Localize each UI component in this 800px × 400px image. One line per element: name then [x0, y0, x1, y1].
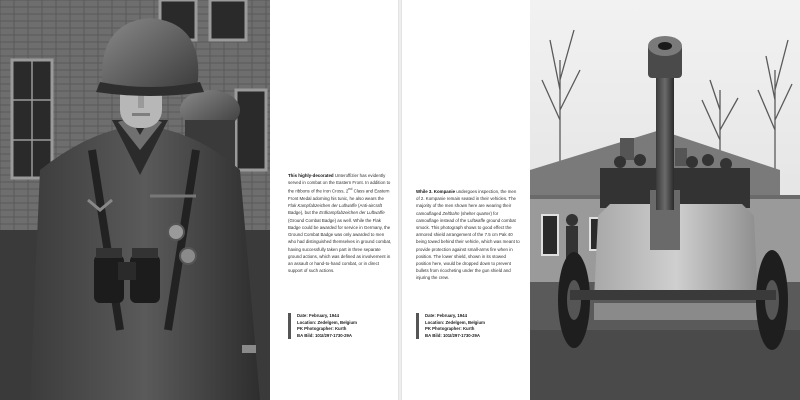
caption-term: Flak Kampfabzeichen der Luftwaffe — [288, 203, 357, 209]
left-caption — [288, 172, 392, 274]
caption-lead: While 3. Kompanie — [416, 189, 456, 194]
caption-superscript: nd — [348, 187, 353, 192]
right-page — [402, 0, 800, 400]
right-photo-metadata — [416, 313, 529, 339]
caption-text: (Anti-aircraft Badge), but the — [288, 203, 382, 216]
caption-text: Class and Eastern Front Medal adorning his tunic, he also wears the — [288, 188, 390, 202]
photo-archive-id: BA Bild: 101I/297-1730-29A — [425, 332, 481, 338]
soldier-portrait-photo — [0, 0, 270, 400]
photo-location: Location: Zedelgem, Belgium — [425, 319, 485, 325]
soldier-portrait-image — [0, 0, 270, 400]
caption-term: Erdkampfabzeichen der Luftwaffe — [319, 210, 385, 216]
photo-photographer: PK Photographer: Kurth — [297, 326, 347, 332]
caption-text: Unteroffizier has evidently served in combat on the Eastern Front. In addition to the ribbons of the Iron Cross, 2 — [288, 173, 391, 194]
caption-text: (shelter quarter) for camouflage instead of the Luftwaffe ground combat smock. This photograph shows to good effect the armored shield arrangement of the 7.5 cm Pak 40 being towed behind their vehicle, which was meant to provide protection against small-arms fire when in position. The lower shield, shown in its stowed position here, would be dropped down to prevent bullets from ricocheting under the gun shield and injuring the crew. — [416, 210, 520, 281]
caption-term: Zeltbahn — [442, 210, 460, 216]
photo-date: Date: February, 1944 — [297, 313, 339, 318]
pak40-gun-image — [530, 0, 800, 400]
photo-archive-id: BA Bild: 101I/297-1730-29A — [297, 332, 353, 338]
pak40-gun-photo — [530, 0, 800, 400]
left-page — [0, 0, 398, 400]
right-caption — [416, 188, 520, 282]
caption-text: (Ground Combat Badge) as well. While the Flak Badge could be awarded for service in Germany, the Ground Combat Badge was only awarded to men who had distinguished themselves in ground combat, having successfully taken part in three separate ground actions, which was defined as involvement in an assault or hand-to-hand combat, or in direct support of such actions. — [288, 217, 392, 274]
photo-date: Date: February, 1944 — [425, 313, 467, 318]
caption-lead: This highly-decorated — [288, 173, 334, 178]
left-photo-metadata — [288, 313, 398, 339]
photo-location: Location: Zedelgem, Belgium — [297, 319, 357, 325]
caption-text: undergoes inspection, the men of 2. Kompanie remain seated in their vehicles. The majority of the men shown here are wearing their camouflaged — [416, 189, 517, 216]
photo-photographer: PK Photographer: Kurth — [425, 326, 475, 332]
